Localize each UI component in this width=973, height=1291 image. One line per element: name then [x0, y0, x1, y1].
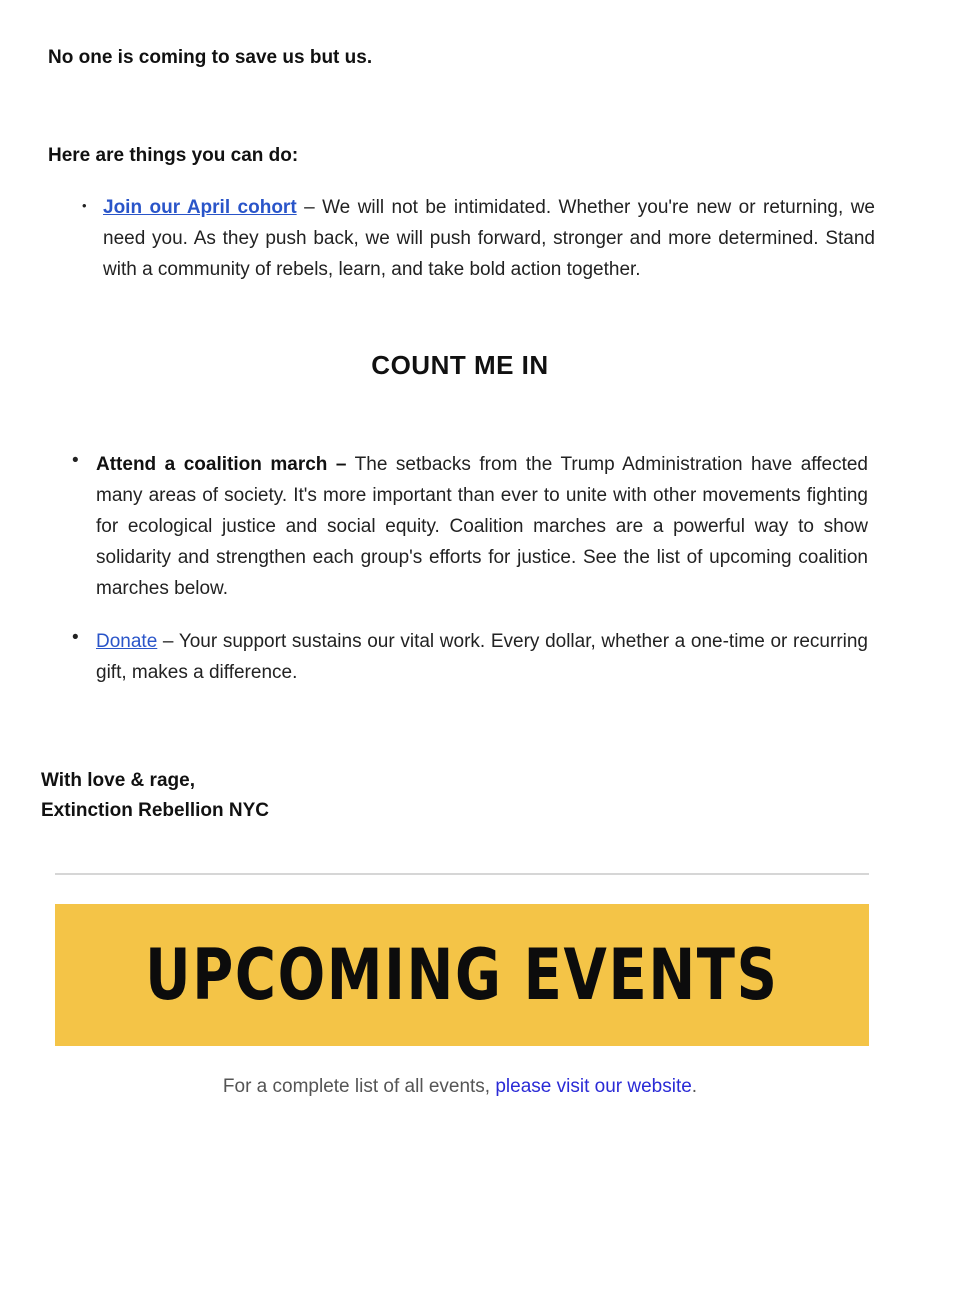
events-note — [0, 1076, 920, 1098]
bullet-march: • — [72, 450, 79, 471]
actions-heading: Here are things you can do: — [48, 145, 299, 166]
divider — [55, 873, 869, 875]
join-cohort-link[interactable]: Join our April cohort — [103, 197, 297, 218]
march-description: The setbacks from the Trump Administration have affected many areas of society. It's more important than ever to unite with other movements fighting for ecological justice and social equity. Coalition marches are a powerful way to show solidarity and strengthen each group's efforts for justice. See the list of upcoming coalition marches below. — [96, 454, 868, 599]
bullet-cohort: • — [82, 198, 87, 213]
count-me-in-button[interactable]: COUNT ME IN — [371, 350, 549, 380]
events-note-text: For a complete list of all events, — [222, 1076, 496, 1097]
donate-description: – Your support sustains our vital work. Every dollar, whether a one-time or recurring gift, makes a difference. — [96, 631, 868, 683]
signoff-greeting: With love & rage, — [41, 770, 195, 791]
list-item-cohort — [103, 192, 875, 285]
list-item-march — [96, 449, 868, 604]
signoff-org: Extinction Rebellion NYC — [41, 800, 270, 821]
donate-link[interactable]: Donate — [96, 631, 158, 652]
bullet-donate: • — [72, 627, 79, 648]
events-note-end: . — [691, 1076, 698, 1097]
intro-line: No one is coming to save us but us. — [48, 47, 373, 68]
website-link[interactable]: please visit our website — [495, 1076, 692, 1097]
signoff — [41, 766, 269, 826]
cohort-description: – We will not be intimidated. Whether you're new or returning, we need you. As they push back, we will push forward, stronger and more determined. Stand with a community of rebels, learn, and take bold action together. — [103, 197, 875, 280]
march-title: Attend a coalition march – — [96, 454, 347, 475]
banner-title: UPCOMING EVENTS — [145, 934, 779, 1016]
list-item-donate — [96, 626, 868, 688]
upcoming-events-banner — [55, 904, 869, 1046]
